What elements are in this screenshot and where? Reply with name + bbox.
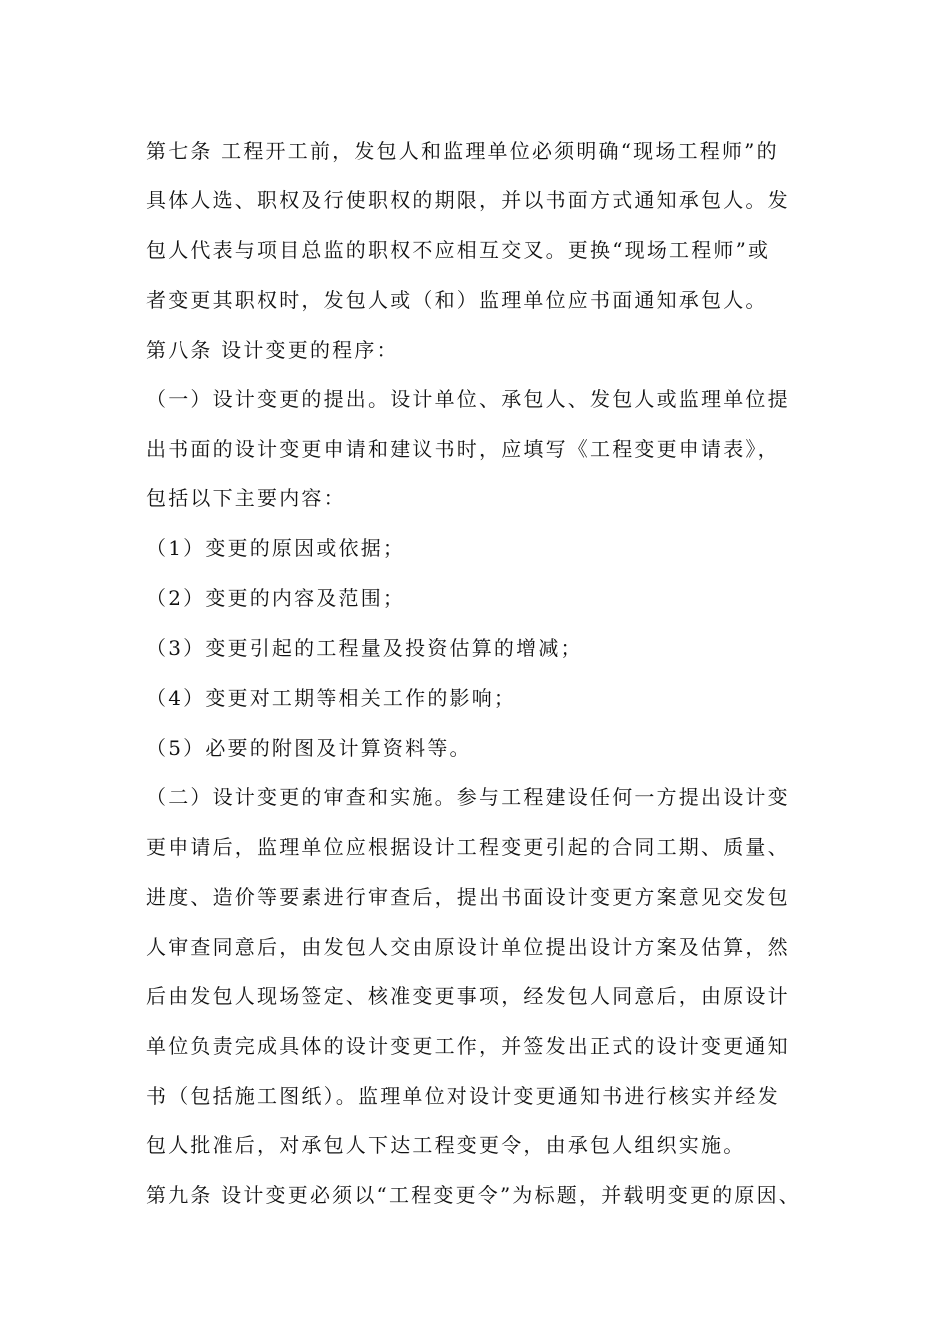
article-7-line-4: 者变更其职权时，发包人或（和）监理单位应书面通知承包人。 [146,288,768,312]
list-item-4: （4）变更对工期等相关工作的影响； [146,686,517,710]
section-2-line-7: 书（包括施工图纸）。监理单位对设计变更通知书进行核实并经发 [146,1084,780,1108]
article-7-line-3: 包人代表与项目总监的职权不应相互交叉。更换“现场工程师”或 [146,238,771,262]
list-item-2: （2）变更的内容及范围； [146,586,406,610]
section-2-line-8: 包人批准后，对承包人下达工程变更令，由承包人组织实施。 [146,1133,746,1157]
section-2-line-1: （二）设计变更的审查和实施。参与工程建设任何一方提出设计变 [146,785,790,809]
article-7-line-2: 具体人选、职权及行使职权的期限，并以书面方式通知承包人。发 [146,188,790,212]
list-item-1: （1）变更的原因或依据； [146,536,406,560]
article-9-line-1: 第九条 设计变更必须以“工程变更令”为标题，并载明变更的原因、 [146,1183,802,1207]
section-1-line-3: 包括以下主要内容： [146,486,346,510]
article-7-line-1: 第七条 工程开工前，发包人和监理单位必须明确“现场工程师”的 [146,139,779,163]
section-2-line-2: 更申请后，监理单位应根据设计工程变更引起的合同工期、质量、 [146,835,790,859]
section-2-line-4: 人审查同意后，由发包人交由原设计单位提出设计方案及估算，然 [146,935,790,959]
section-1-line-2: 出书面的设计变更申请和建议书时，应填写《工程变更申请表》， [146,437,780,461]
section-2-line-6: 单位负责完成具体的设计变更工作，并签发出正式的设计变更通知 [146,1034,790,1058]
section-1-line-1: （一）设计变更的提出。设计单位、承包人、发包人或监理单位提 [146,387,790,411]
list-item-3: （3）变更引起的工程量及投资估算的增减； [146,636,583,660]
list-item-5: （5）必要的附图及计算资料等。 [146,736,472,760]
section-2-line-5: 后由发包人现场签定、核准变更事项，经发包人同意后，由原设计 [146,984,790,1008]
article-8-heading: 第八条 设计变更的程序： [146,338,399,362]
section-2-line-3: 进度、造价等要素进行审查后，提出书面设计变更方案意见交发包 [146,885,790,909]
